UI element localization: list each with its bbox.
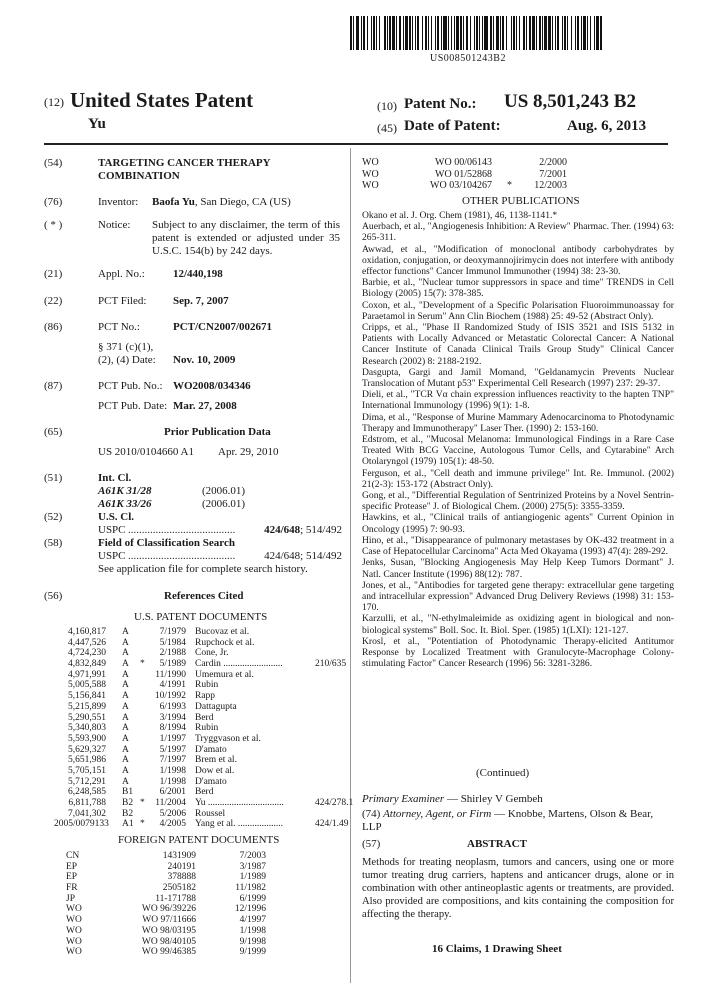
foreign-patent-number: WO 98/03195 bbox=[141, 925, 196, 936]
publication-date: 5/2006 bbox=[159, 808, 186, 819]
field-of-search-values: 424/648; 514/492 bbox=[264, 550, 342, 562]
us-patent-documents-heading: U.S. PATENT DOCUMENTS bbox=[134, 611, 268, 623]
us-patent-row bbox=[54, 819, 350, 830]
field-code-51: (51) bbox=[44, 472, 63, 484]
us-patent-row bbox=[60, 809, 350, 820]
kind-code: B2 bbox=[122, 808, 134, 819]
publication-date: 1/1998 bbox=[159, 776, 186, 787]
foreign-patent-number: 11-171788 bbox=[155, 893, 196, 904]
date-of-patent-label: Date of Patent: bbox=[404, 118, 501, 134]
country-code: EP bbox=[66, 861, 78, 872]
patent-number: 6,248,585 bbox=[68, 787, 106, 798]
foreign-patent-date: 11/1982 bbox=[235, 883, 266, 894]
us-patent-row bbox=[60, 680, 350, 691]
publication-date: 7/1979 bbox=[159, 627, 186, 637]
foreign-patent-number: WO 00/06143 bbox=[435, 157, 492, 168]
foreign-patent-date: 7/2003 bbox=[239, 851, 266, 861]
field-code-65: (65) bbox=[44, 426, 63, 438]
publication-date: 11/1990 bbox=[155, 669, 186, 680]
publication-reference: Coxon, et al., "Development of a Specific Polarisation Fluoroimmunoassay for Paraetamol in Serum" Ann Clin Biochem (1988) 25: 49-52 (Abstract Only). bbox=[362, 299, 674, 322]
other-publications-heading: OTHER PUBLICATIONS bbox=[462, 195, 580, 207]
publication-reference: Jones, et al., "Antibodies for targeted gene therapy: extracellular gene targeting and intracellular expression" Advanced Drug Delivery Reviews (1998) 31: 153-170. bbox=[362, 579, 674, 614]
foreign-documents-continued bbox=[362, 157, 662, 192]
us-classification: 424/1.49 bbox=[315, 819, 349, 830]
publication-reference: Jenks, Susan, "Blocking Angiogenesis May Help Keep Tumors Dormant" J. Natl. Cancer Institute (1996) 88(12): 787. bbox=[362, 557, 674, 580]
int-cl-class-2: A61K 33/26 bbox=[98, 498, 152, 510]
int-cl-label: Int. Cl. bbox=[98, 472, 132, 484]
country-code: WO bbox=[66, 925, 82, 936]
foreign-patent-date: 4/1997 bbox=[239, 915, 266, 926]
country-code: WO bbox=[66, 904, 82, 915]
field-code-86: (86) bbox=[44, 321, 63, 333]
barcode bbox=[350, 16, 600, 50]
foreign-patent-number: 1431909 bbox=[162, 851, 196, 861]
foreign-patent-number: WO 98/40105 bbox=[141, 936, 196, 947]
kind-code: A bbox=[122, 701, 129, 712]
examiner-cited-mark: * bbox=[140, 659, 145, 670]
notice-code: ( * ) bbox=[44, 219, 63, 231]
attorney-name: — Knobbe, Martens, Olson & Bear, LLP bbox=[362, 808, 654, 833]
foreign-patent-number: WO 03/104267 bbox=[430, 180, 492, 191]
foreign-patent-row bbox=[66, 894, 346, 905]
foreign-patent-row bbox=[66, 851, 346, 862]
publication-reference: Krosl, et al., "Potentiation of Photodynamic Therapy-elicited Antitumor Response by Localized Treatment with Granulocyte-Macrophage Colony-stimulating Factor" Cancer Research (1996) 56: 3281-3286. bbox=[362, 635, 674, 670]
pct-no-label: PCT No.: bbox=[98, 321, 140, 333]
prior-publication-heading: Prior Publication Data bbox=[164, 426, 271, 438]
patent-number: 5,290,551 bbox=[68, 712, 106, 723]
field-code-56: (56) bbox=[44, 590, 63, 602]
us-patent-documents-list bbox=[54, 627, 354, 830]
field-of-search-line bbox=[98, 550, 342, 563]
kind-code: A bbox=[122, 680, 129, 691]
patent-number: 5,712,291 bbox=[68, 776, 106, 787]
country-code: WO bbox=[66, 915, 82, 926]
foreign-patent-number: 2505182 bbox=[162, 883, 196, 894]
foreign-patent-date: 1/1989 bbox=[239, 872, 266, 883]
patent-number: 5,651,986 bbox=[68, 755, 106, 766]
patentee-name: Berd bbox=[195, 787, 214, 798]
pct-pub-no-label: PCT Pub. No.: bbox=[98, 380, 163, 392]
foreign-patent-number: 240191 bbox=[167, 861, 196, 872]
field-code-54: (54) bbox=[44, 157, 63, 169]
country-code: WO bbox=[362, 180, 379, 191]
us-patent-row bbox=[60, 766, 350, 777]
kind-code: B1 bbox=[122, 787, 134, 798]
publication-date: 1/1998 bbox=[159, 765, 186, 776]
publication-reference: Hino, et al., "Disappearance of pulmonary metastases by OK-432 treatment in a Case of Hepatocellular Carcinoma" Acta Med Okayama (1993) 47(4): 289-292. bbox=[362, 534, 674, 558]
field-code-52: (52) bbox=[44, 511, 63, 523]
patentee-name: Cone, Jr. bbox=[195, 648, 229, 659]
publication-reference: Okano et al. J. Org. Chem (1981), 46, 1138-1141.* bbox=[362, 210, 558, 221]
us-cl-label: U.S. Cl. bbox=[98, 511, 135, 523]
patent-number: 5,156,841 bbox=[68, 691, 106, 702]
examiner-cited-mark: * bbox=[140, 798, 145, 808]
pct-pub-date-label: PCT Pub. Date: bbox=[98, 400, 168, 412]
publication-reference: Cripps, et al., "Phase II Randomized Study of ISIS 3521 and ISIS 5132 in Patients with Locally Advanced or Metastatic Colorectal Cancer: A National Cancer Institute of Canada Clinical Trails Group Study" Clinical Cancer Research (2002) 8: 2188-2192. bbox=[362, 322, 674, 367]
examiner-label: Primary Examiner bbox=[362, 793, 445, 805]
patent-number: 5,593,900 bbox=[68, 733, 106, 744]
examiner-cited-mark: * bbox=[507, 180, 512, 191]
foreign-patent-date: 12/2003 bbox=[534, 180, 567, 191]
date-of-patent: Aug. 6, 2013 bbox=[567, 118, 647, 134]
publication-date: 4/2005 bbox=[159, 819, 186, 830]
foreign-patent-number: WO 96/39226 bbox=[141, 904, 196, 915]
notice-label: Notice: bbox=[98, 219, 131, 231]
inventor-surname: Yu bbox=[88, 116, 106, 132]
publication-date: 2/1988 bbox=[159, 648, 186, 659]
attorney-code: (74) bbox=[362, 808, 381, 820]
patentee-name: Rapp bbox=[195, 691, 216, 702]
patentee-name: Dattagupta bbox=[195, 701, 237, 712]
foreign-patent-row bbox=[362, 157, 662, 169]
abstract-heading: ABSTRACT bbox=[467, 838, 527, 850]
field-code-87: (87) bbox=[44, 380, 63, 392]
patent-number: 5,215,899 bbox=[68, 701, 106, 712]
foreign-patent-documents-list bbox=[66, 851, 346, 958]
us-patent-row bbox=[60, 648, 350, 659]
appl-no: 12/440,198 bbox=[173, 268, 223, 280]
continued-label: (Continued) bbox=[476, 767, 530, 779]
us-patent-row bbox=[60, 798, 354, 809]
foreign-patent-date: 12/1996 bbox=[234, 904, 266, 915]
examiner-line bbox=[362, 793, 672, 806]
pct-filed-label: PCT Filed: bbox=[98, 295, 147, 307]
code-10: (10) bbox=[377, 99, 397, 113]
column-divider bbox=[350, 148, 351, 983]
publication-reference: Auerbach, et al., "Angiogenesis Inhibition: A Review" Pharmac. Ther. (1994) 63: 265-311. bbox=[362, 221, 674, 244]
int-cl-date-1: (2006.01) bbox=[202, 485, 246, 497]
patent-number: 5,705,151 bbox=[68, 765, 106, 776]
code-45: (45) bbox=[377, 121, 397, 135]
us-patent-row bbox=[60, 691, 350, 702]
foreign-patent-row bbox=[66, 926, 346, 937]
kind-code: A bbox=[122, 723, 129, 734]
abstract-text: Methods for treating neoplasm, tumors and cancers, using one or more tumor treating drug carriers, haptens and anticancer drugs, alone or in combination with other antineoplastic agents or treatments, are provided. Also provided are compositions, and kits containing the composition for affecting the therapy. bbox=[362, 857, 674, 920]
inventor-name: Baofa Yu bbox=[152, 196, 195, 208]
attorney-label: Attorney, Agent, or Firm bbox=[383, 808, 492, 820]
appl-no-label: Appl. No.: bbox=[98, 268, 145, 280]
us-patent-row bbox=[60, 777, 350, 788]
attorney-line bbox=[362, 808, 672, 834]
document-title: United States Patent bbox=[70, 88, 254, 112]
patent-number: 4,971,991 bbox=[68, 669, 106, 680]
kind-code: A bbox=[122, 765, 129, 776]
kind-code: A bbox=[122, 744, 129, 755]
kind-code: A bbox=[122, 627, 129, 637]
inventor-label: Inventor: bbox=[98, 196, 139, 208]
foreign-patent-number: 378888 bbox=[167, 872, 196, 883]
patentee-name: Yang et al. ................... bbox=[195, 819, 283, 830]
foreign-patent-date: 2/2000 bbox=[539, 157, 567, 168]
us-cl-uspc-line bbox=[98, 524, 342, 537]
patentee-name: Rubin bbox=[195, 723, 219, 734]
patent-number: 5,340,803 bbox=[68, 723, 106, 734]
code-12: (12) bbox=[44, 95, 64, 109]
foreign-patent-row bbox=[362, 169, 662, 181]
country-code: WO bbox=[362, 168, 379, 180]
publication-date: 6/2001 bbox=[159, 787, 186, 798]
publication-date: 10/1992 bbox=[154, 691, 186, 702]
us-cl-dots: ....................................... bbox=[128, 524, 236, 536]
us-cl-values bbox=[264, 524, 342, 537]
us-patent-row bbox=[60, 659, 350, 670]
patent-number: 6,811,788 bbox=[68, 798, 106, 808]
publication-reference: Dima, et al., "Response of Murine Mammary Adenocarcinoma to Photodynamic Therapy and Immunotherapy" Laser Ther. (1990) 2: 153-160. bbox=[362, 411, 674, 434]
pct-no: PCT/CN2007/002671 bbox=[173, 321, 272, 333]
patentee-name: Rubin bbox=[195, 680, 219, 691]
us-classification: 210/635 bbox=[315, 659, 347, 670]
pct-pub-no: WO2008/034346 bbox=[173, 380, 251, 392]
kind-code: A bbox=[122, 669, 129, 680]
patent-no-label: Patent No.: bbox=[404, 96, 477, 112]
publication-date: 5/1997 bbox=[159, 744, 186, 755]
foreign-patent-row bbox=[66, 862, 346, 873]
patentee-name: Brem et al. bbox=[195, 755, 237, 766]
foreign-patent-row bbox=[66, 883, 346, 894]
invention-title: TARGETING CANCER THERAPY COMBINATION bbox=[98, 157, 271, 182]
us-patent-row bbox=[60, 713, 350, 724]
publication-reference: Karzulli, et al., "N-ethylmaleimide as oxidizing agent in biological and non-biological systems" Boll. Soc. It. Biol. Sper. (1985) 1(LXI): 121-127. bbox=[362, 613, 674, 636]
field-code-58: (58) bbox=[44, 537, 63, 549]
publication-date: 6/1993 bbox=[159, 701, 186, 712]
patentee-name: Tryggvason et al. bbox=[195, 733, 261, 744]
kind-code: A bbox=[122, 637, 129, 648]
publication-reference: Dasgupta, Gargi and Jamil Momand, "Geldanamycin Prevents Nuclear Translocation of Mutant p53" Experimental Cell Research (1997) 237: 29-37. bbox=[362, 366, 674, 390]
field-code-57: (57) bbox=[362, 838, 381, 850]
us-cl-uspc-label: USPC bbox=[98, 524, 126, 536]
us-patent-row bbox=[60, 755, 350, 766]
field-of-search-dots: ....................................... bbox=[128, 550, 236, 562]
patent-number: 4,160,817 bbox=[68, 627, 106, 637]
prior-publication-number: US 2010/0104660 A1 bbox=[98, 446, 194, 458]
country-code: WO bbox=[66, 936, 82, 947]
patentee-name: D'amato bbox=[195, 744, 227, 755]
patentee-name: Roussel bbox=[195, 808, 226, 819]
section-371-label: § 371 (c)(1), bbox=[98, 341, 154, 353]
country-code: JP bbox=[66, 893, 75, 904]
foreign-patent-row bbox=[66, 904, 346, 915]
publication-date: 7/1997 bbox=[159, 755, 186, 766]
notice-text: Subject to any disclaimer, the term of this patent is extended or adjusted under 35 U.S.C. 154(b) by 242 days. bbox=[152, 219, 340, 257]
publication-reference: Gong, et al., "Differential Regulation of Sentrinized Proteins by a Novel Sentrin-specific Protease" J. of Biological Chem. (2000) 275(5): 3355-3359. bbox=[362, 490, 674, 513]
patentee-name: Rupchock et al. bbox=[195, 637, 255, 648]
inventor-entry bbox=[152, 196, 291, 209]
foreign-patent-date: 7/2001 bbox=[539, 168, 567, 180]
other-publications-list bbox=[362, 210, 674, 669]
foreign-patent-number: WO 97/11666 bbox=[142, 915, 196, 926]
patentee-name: D'amato bbox=[195, 776, 227, 787]
kind-code: A bbox=[122, 648, 129, 659]
examiner-name: — Shirley V Gembeh bbox=[444, 793, 543, 805]
field-code-76: (76) bbox=[44, 196, 63, 208]
field-code-22: (22) bbox=[44, 295, 63, 307]
foreign-patent-row bbox=[66, 872, 346, 883]
kind-code: A bbox=[122, 659, 129, 670]
publication-date: 3/1994 bbox=[159, 712, 186, 723]
patent-number: 4,447,526 bbox=[68, 637, 106, 648]
publication-reference: Dieli, et al., "TCR Vα chain expression influences reactivity to the hapten TNP" International Immunology (1996) 9(1): 1-8. bbox=[362, 389, 674, 412]
publication-date: 1/1997 bbox=[159, 733, 186, 744]
section-371-date-label: (2), (4) Date: bbox=[98, 354, 156, 366]
barcode-number: US008501243B2 bbox=[430, 53, 506, 64]
patentee-name: Umemura et al. bbox=[195, 669, 254, 680]
patent-number: 5,005,588 bbox=[68, 680, 106, 691]
kind-code: A bbox=[122, 712, 129, 723]
country-code: WO bbox=[66, 947, 82, 958]
patentee-name: Berd bbox=[195, 712, 214, 723]
patentee-name: Bucovaz et al. bbox=[195, 627, 250, 637]
country-code: EP bbox=[66, 872, 78, 883]
publication-date: 11/2004 bbox=[155, 798, 186, 808]
publication-date: 4/1991 bbox=[159, 680, 186, 691]
us-patent-row bbox=[60, 638, 350, 649]
foreign-patent-date: 1/1998 bbox=[239, 925, 266, 936]
us-patent-row bbox=[60, 670, 350, 681]
kind-code: A bbox=[122, 755, 129, 766]
kind-code: A bbox=[122, 691, 129, 702]
us-patent-row bbox=[60, 745, 350, 756]
foreign-patent-number: WO 99/46385 bbox=[141, 947, 196, 958]
patent-number: 2005/0079133 bbox=[54, 819, 109, 830]
country-code: FR bbox=[66, 883, 78, 894]
examiner-cited-mark: * bbox=[140, 819, 145, 830]
patent-number: 4,832,849 bbox=[68, 659, 106, 670]
claims-summary: 16 Claims, 1 Drawing Sheet bbox=[432, 943, 562, 955]
patent-number: 7,041,302 bbox=[68, 808, 106, 819]
foreign-patent-date: 9/1999 bbox=[239, 947, 266, 958]
publication-date: 5/1984 bbox=[159, 637, 186, 648]
foreign-patent-row bbox=[66, 915, 346, 926]
int-cl-class-1: A61K 31/28 bbox=[98, 485, 152, 497]
kind-code: A1 bbox=[122, 819, 134, 830]
publication-reference: Ferguson, et al., "Cell death and immune privilege" Int. Re. Immunol. (2002) 21(2-3): 153-172 (Abstract Only). bbox=[362, 467, 674, 490]
section-371-date: Nov. 10, 2009 bbox=[173, 354, 236, 366]
foreign-patent-documents-heading: FOREIGN PATENT DOCUMENTS bbox=[118, 834, 280, 846]
country-code: CN bbox=[66, 851, 80, 861]
foreign-patent-row bbox=[66, 937, 346, 948]
publication-date: 8/1994 bbox=[159, 723, 186, 734]
field-of-search-label: Field of Classification Search bbox=[98, 537, 235, 549]
us-classification: 424/278.1 bbox=[315, 798, 354, 808]
patentee-name: Cardin ......................... bbox=[195, 659, 283, 670]
us-patent-row bbox=[60, 734, 350, 745]
patentee-name: Dow et al. bbox=[195, 765, 235, 776]
country-code: WO bbox=[362, 157, 379, 168]
publication-date: 5/1989 bbox=[159, 659, 186, 670]
kind-code: A bbox=[122, 776, 129, 787]
foreign-patent-row bbox=[362, 180, 662, 192]
patent-number: US 8,501,243 B2 bbox=[504, 91, 636, 112]
us-patent-row bbox=[60, 702, 350, 713]
foreign-patent-row bbox=[66, 947, 346, 958]
us-patent-row bbox=[60, 723, 350, 734]
inventor-location: , San Diego, CA (US) bbox=[194, 196, 291, 208]
references-cited-heading: References Cited bbox=[164, 590, 244, 602]
field-code-21: (21) bbox=[44, 268, 63, 280]
us-cl-primary: 424/648 bbox=[264, 524, 301, 536]
patent-number: 4,724,230 bbox=[68, 648, 106, 659]
field-of-search-uspc-label: USPC bbox=[98, 550, 126, 562]
foreign-patent-date: 3/1987 bbox=[239, 861, 266, 872]
us-cl-secondary: ; 514/492 bbox=[300, 524, 342, 536]
search-history-note: See application file for complete search history. bbox=[98, 563, 308, 575]
us-patent-row bbox=[60, 627, 350, 638]
publication-reference: Awwad, et al., "Modification of monoclonal antibody carbohydrates by oxidation, conjugation, or deoxymannojirimycin does not interfere with antibody effector functions" Cancer Immunol Immunother (1994) 38: 23-30. bbox=[362, 243, 674, 278]
int-cl-date-2: (2006.01) bbox=[202, 498, 246, 510]
kind-code: B2 bbox=[122, 798, 134, 808]
foreign-patent-date: 9/1998 bbox=[239, 936, 266, 947]
publication-reference: Barbie, et al., "Nuclear tumor suppressors in space and time" TRENDS in Cell Biology (2005) 15(7): 378-385. bbox=[362, 277, 674, 300]
foreign-patent-number: WO 01/52868 bbox=[435, 168, 492, 180]
publication-reference: Hawkins, et al., "Clinical trails of antiangiogenic agents" Current Opinion in Oncology (1995) 7: 90-93. bbox=[362, 512, 674, 535]
publication-reference: Edstrom, et al., "Mucosal Melanoma: Immunological Findings in a Rare Case Treated With BCG Vaccine, Autologous Tumor Cells, and Cytarabine" Arch Otolaryngol (1979) 105(1): 48-50. bbox=[362, 434, 674, 468]
pct-filed-date: Sep. 7, 2007 bbox=[173, 295, 229, 307]
kind-code: A bbox=[122, 733, 129, 744]
header-rule bbox=[44, 143, 668, 145]
patentee-name: Yu ................................ bbox=[195, 798, 284, 808]
prior-publication-date: Apr. 29, 2010 bbox=[218, 446, 279, 458]
foreign-patent-date: 6/1999 bbox=[239, 893, 266, 904]
patent-number: 5,629,327 bbox=[68, 744, 106, 755]
pct-pub-date: Mar. 27, 2008 bbox=[173, 400, 237, 412]
us-patent-row bbox=[60, 787, 350, 798]
